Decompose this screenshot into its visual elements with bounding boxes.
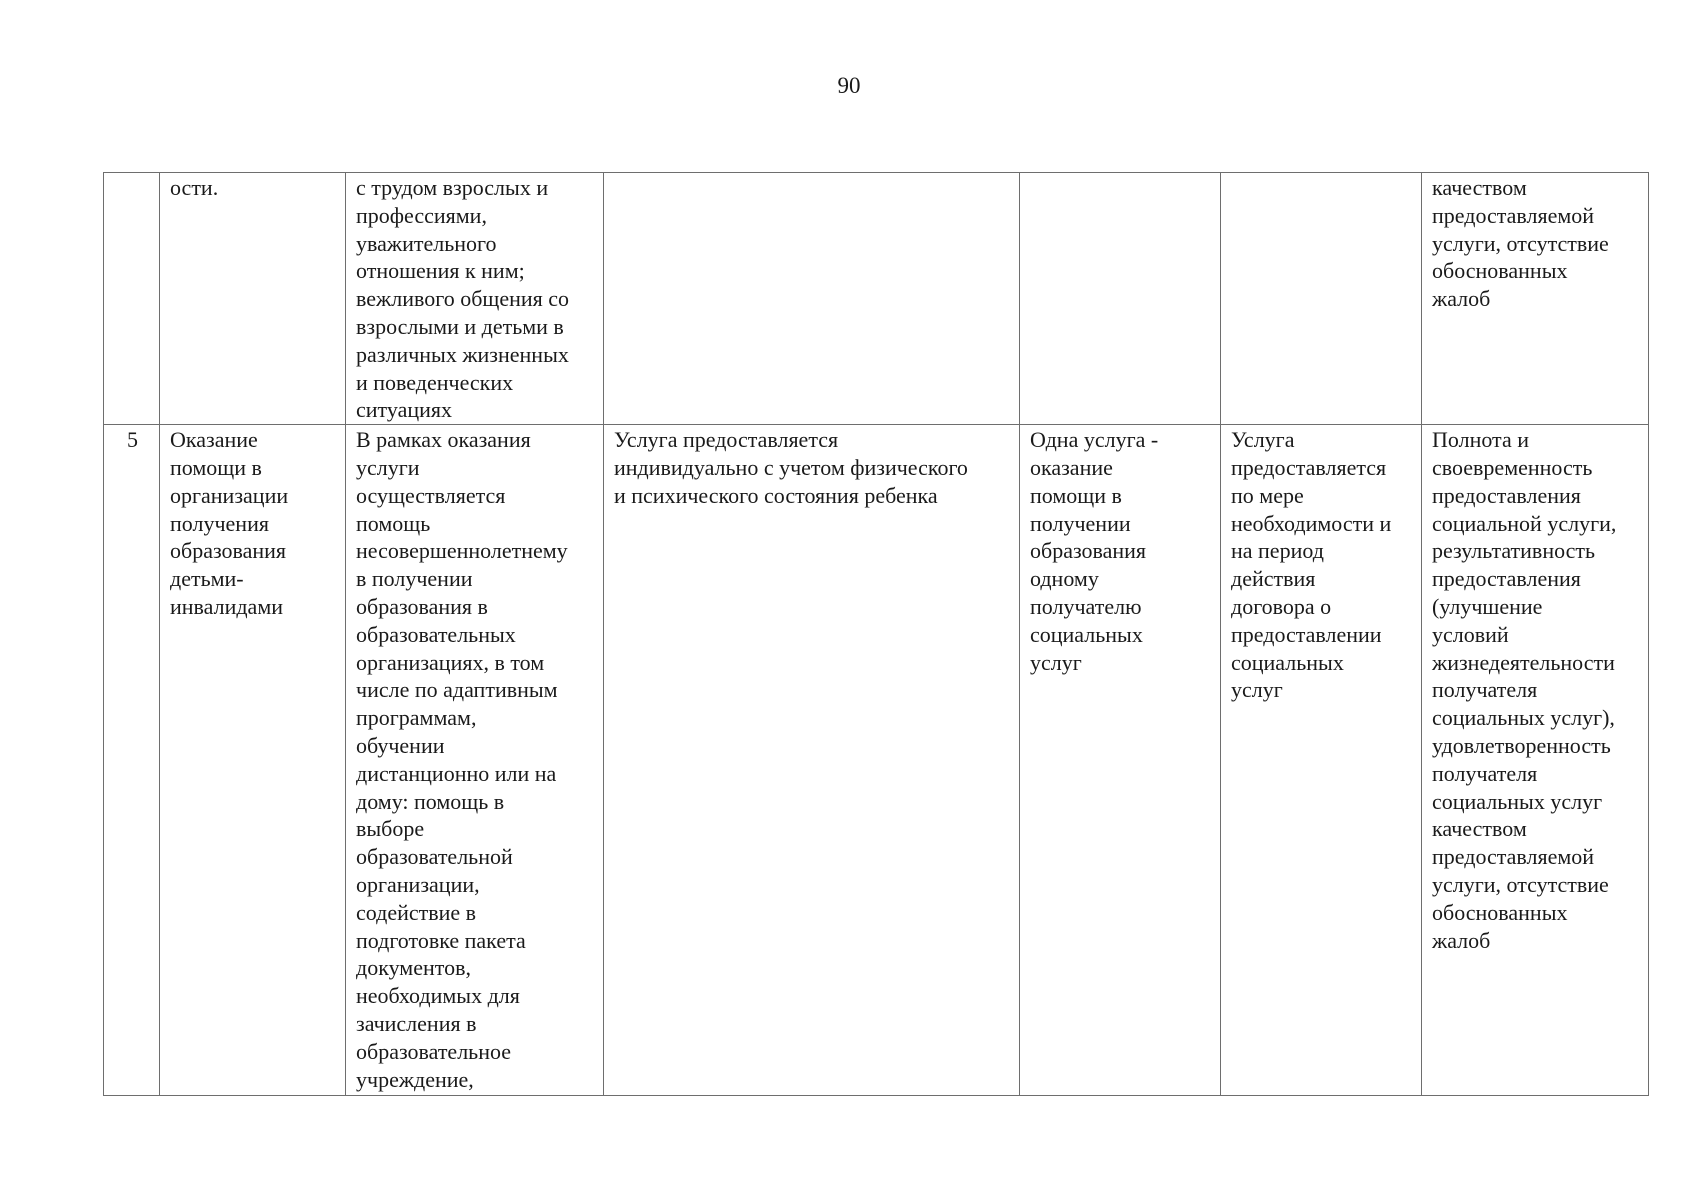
cell-text-line: предоставлении xyxy=(1231,621,1382,647)
cell-text-line: получателя xyxy=(1432,677,1538,703)
cell-text-line: социальной услуги, xyxy=(1432,510,1617,536)
cell-text-line: социальных услуг xyxy=(1432,788,1603,814)
cell-text-line: помощи в xyxy=(170,454,262,480)
cell-text-line: обоснованных xyxy=(1432,899,1568,925)
cell-text-line: оказание xyxy=(1030,454,1113,480)
cell-text-line: услуг xyxy=(1030,649,1082,675)
cell-text-line: одному xyxy=(1030,566,1099,592)
cell-text-line: взрослыми и детьми в xyxy=(356,313,564,339)
cell-text-line: Услуга xyxy=(1231,427,1295,453)
cell-text-line: образования xyxy=(170,538,287,564)
cell-text-line: получения xyxy=(170,510,269,536)
service-conditions-cell xyxy=(604,173,1020,425)
cell-text-line: получателю xyxy=(1030,593,1142,619)
cell-text-line: качеством xyxy=(1432,175,1527,200)
cell-text-line: помощи в xyxy=(1030,482,1122,508)
service-conditions-cell xyxy=(604,425,1020,1096)
cell-text-line: документов, xyxy=(356,955,471,981)
cell-text-line: образования xyxy=(1030,538,1147,564)
cell-text-line: профессиями, xyxy=(356,202,487,228)
cell-text-line: дистанционно или на xyxy=(356,760,557,786)
cell-text-line: содействие в xyxy=(356,899,477,925)
cell-text-line: обоснованных xyxy=(1432,258,1568,284)
table-row xyxy=(104,425,1649,1096)
cell-text-line: социальных услуг), xyxy=(1432,705,1615,731)
cell-text-line: выборе xyxy=(356,816,425,842)
cell-text-line: зачисления в xyxy=(356,1010,477,1036)
cell-text-line: предоставления xyxy=(1432,566,1581,592)
service-content-cell xyxy=(346,425,604,1096)
cell-text-line: предоставления xyxy=(1432,482,1581,508)
service-quality-cell xyxy=(1422,425,1649,1096)
cell-text-line: дому: помощь в xyxy=(356,788,505,814)
cell-text-line: организациях, в том xyxy=(356,649,545,675)
cell-text-line: ости. xyxy=(170,175,219,200)
cell-text-line: социальных xyxy=(1231,649,1344,675)
cell-text-line: договора о xyxy=(1231,593,1332,619)
cell-text-line: и поведенческих xyxy=(356,369,514,395)
cell-text-line: образовательных xyxy=(356,621,516,647)
page-number: 90 xyxy=(837,73,861,98)
cell-text-line: удовлетворенность xyxy=(1432,732,1611,758)
cell-text-line: условий xyxy=(1432,621,1509,647)
cell-text-line: образовательное xyxy=(356,1038,512,1064)
cell-text-line: отношения к ним; xyxy=(356,258,525,284)
cell-text-line: получателя xyxy=(1432,760,1538,786)
cell-text-line: уважительного xyxy=(356,230,497,256)
cell-text-line: необходимости и xyxy=(1231,510,1392,536)
row-number-cell xyxy=(104,173,160,425)
cell-text-line: на период xyxy=(1231,538,1324,564)
service-name-cell xyxy=(160,173,346,425)
cell-text-line: и психического состояния ребенка xyxy=(614,482,938,508)
cell-text-line: В рамках оказания xyxy=(356,427,531,453)
cell-text-line: предоставляемой xyxy=(1432,202,1595,228)
cell-text-line: детьми- xyxy=(170,566,244,592)
services-table xyxy=(103,172,1649,1096)
cell-text-line: услуги, отсутствие xyxy=(1432,871,1609,897)
service-volume-cell xyxy=(1020,173,1221,425)
cell-text-line: своевременность xyxy=(1432,454,1593,480)
cell-text-line: обучении xyxy=(356,732,445,758)
cell-text-line: жизнедеятельности xyxy=(1432,649,1615,675)
cell-text-line: подготовке пакета xyxy=(356,927,526,953)
table-row xyxy=(104,173,1649,425)
cell-text-line: различных жизненных xyxy=(356,341,569,367)
cell-text-line: инвалидами xyxy=(170,593,284,619)
cell-text-line: действия xyxy=(1231,566,1316,592)
cell-text-line: качеством xyxy=(1432,816,1527,842)
cell-text-line: осуществляется xyxy=(356,482,506,508)
cell-text-line: с трудом взрослых и xyxy=(356,175,549,200)
service-quality-cell xyxy=(1422,173,1649,425)
cell-text-line: Полнота и xyxy=(1432,427,1529,453)
service-timing-cell xyxy=(1221,425,1422,1096)
cell-text-line: Одна услуга - xyxy=(1030,427,1159,453)
cell-text-line: услуг xyxy=(1231,677,1283,703)
cell-text-line: организации xyxy=(170,482,289,508)
cell-text-line: помощь xyxy=(356,510,431,536)
cell-text-line: получении xyxy=(1030,510,1131,536)
service-content-cell xyxy=(346,173,604,425)
cell-text-line: социальных xyxy=(1030,621,1143,647)
cell-text-line: несовершеннолетнему xyxy=(356,538,568,564)
cell-text-line: предоставляется xyxy=(1231,454,1387,480)
cell-text-line: необходимых для xyxy=(356,983,520,1009)
cell-text-line: индивидуально с учетом физического xyxy=(614,454,968,480)
cell-text-line: услуги xyxy=(356,454,420,480)
cell-text-line: программам, xyxy=(356,705,477,731)
cell-text-line: Оказание xyxy=(170,427,258,453)
cell-text-line: числе по адаптивным xyxy=(356,677,558,703)
cell-text-line: Услуга предоставляется xyxy=(614,427,839,453)
cell-text-line: (улучшение xyxy=(1432,593,1543,619)
service-timing-cell xyxy=(1221,173,1422,425)
cell-text-line: образовательной xyxy=(356,844,513,870)
cell-text-line: в получении xyxy=(356,566,473,592)
cell-text-line: учреждение, xyxy=(356,1066,474,1092)
cell-text-line: образования в xyxy=(356,593,488,619)
service-name-cell xyxy=(160,425,346,1096)
cell-text-line: вежливого общения со xyxy=(356,286,570,312)
cell-text-line: организации, xyxy=(356,871,480,897)
cell-text-line: предоставляемой xyxy=(1432,844,1595,870)
cell-text-line: по мере xyxy=(1231,482,1304,508)
cell-text-line: услуги, отсутствие xyxy=(1432,230,1609,256)
cell-text-line: ситуациях xyxy=(356,397,453,423)
service-volume-cell xyxy=(1020,425,1221,1096)
cell-text-line: результативность xyxy=(1432,538,1596,564)
cell-text-line: жалоб xyxy=(1432,927,1491,953)
row-number-cell: 5 xyxy=(104,425,160,1096)
cell-text-line: жалоб xyxy=(1432,286,1491,312)
